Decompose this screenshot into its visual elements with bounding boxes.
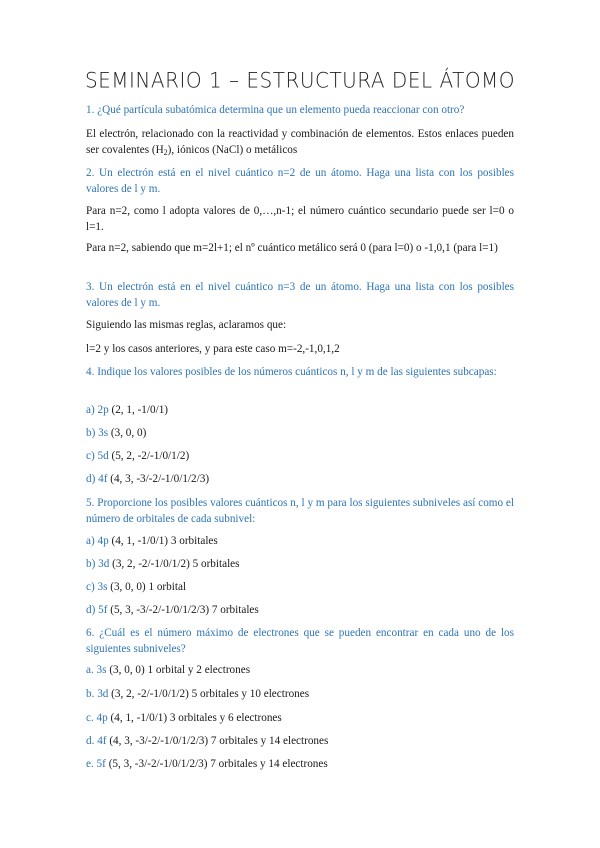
answer-1-subscript: 2 bbox=[163, 148, 168, 157]
question-2: 2. Un electrón está en el nivel cuántico n=2 de un átomo. Haga una lista con los posibles valores de l y m. bbox=[86, 167, 514, 195]
item-value: (4, 1, -1/0/1) 3 orbitales bbox=[108, 535, 218, 547]
item-value: (3, 2, -2/-1/0/1/2) 5 orbitales y 10 electrones bbox=[108, 688, 310, 700]
list-item bbox=[86, 471, 514, 487]
list-item bbox=[86, 402, 514, 418]
item-value: (4, 1, -1/0/1) 3 orbitales y 6 electrones bbox=[107, 712, 282, 724]
page-title: SEMINARIO 1 – ESTRUCTURA DEL ÁTOMO bbox=[84, 67, 516, 93]
answer-1-text-a: El electrón, relacionado con la reactividad y combinación de elementos. Estos enlaces pueden ser covalentes (H bbox=[86, 128, 514, 156]
item-label: d) 4f bbox=[86, 473, 108, 485]
list-item bbox=[86, 579, 514, 595]
list-item bbox=[86, 556, 514, 572]
list-item bbox=[86, 425, 514, 441]
item-label: d) 5f bbox=[86, 604, 108, 616]
item-label: a) 4p bbox=[86, 535, 109, 547]
answer-2a: Para n=2, como l adopta valores de 0,…,n-1; el número cuántico secundario puede ser l=0 o l=1. bbox=[86, 205, 514, 233]
item-value: (5, 3, -3/-2/-1/0/1/2/3) 7 orbitales bbox=[107, 604, 259, 616]
item-label: d. 4f bbox=[86, 735, 107, 747]
item-label: a. 3s bbox=[86, 664, 107, 676]
item-value: (5, 2, -2/-1/0/1/2) bbox=[108, 450, 190, 462]
answer-3a: Siguiendo las mismas reglas, aclaramos que: bbox=[86, 319, 287, 331]
item-value: (3, 0, 0) 1 orbital y 2 electrones bbox=[106, 664, 251, 676]
question-1: 1. ¿Qué partícula subatómica determina que un elemento pueda reaccionar con otro? bbox=[86, 104, 465, 116]
item-value: (3, 0, 0) bbox=[108, 427, 147, 439]
question-6: 6. ¿Cuál es el número máximo de electrones que se pueden encontrar en cada uno de los siguientes subniveles? bbox=[86, 627, 514, 655]
item-label: b) 3d bbox=[86, 558, 110, 570]
item-label: b. 3d bbox=[86, 688, 109, 700]
list-item bbox=[86, 448, 514, 464]
list-item bbox=[86, 710, 514, 726]
list-item bbox=[86, 662, 514, 678]
answer-2b: Para n=2, sabiendo que m=2l+1; el nº cuántico metálico será 0 (para l=0) o -1,0,1 (para l=1) bbox=[86, 242, 498, 254]
list-item bbox=[86, 533, 514, 549]
list-item bbox=[86, 602, 514, 618]
question-5: 5. Proporcione los posibles valores cuánticos n, l y m para los siguientes subniveles así como el número de orbitales de cada subnivel: bbox=[86, 497, 514, 525]
item-value: (5, 3, -3/-2/-1/0/1/2/3) 7 orbitales y 14 electrones bbox=[105, 758, 328, 770]
answer-1 bbox=[86, 126, 514, 158]
item-label: e. 5f bbox=[86, 758, 106, 770]
item-label: a) 2p bbox=[86, 404, 109, 416]
question-3: 3. Un electrón está en el nivel cuántico n=3 de un átomo. Haga una lista con los posibles valores de l y m. bbox=[86, 281, 514, 309]
item-value: (4, 3, -3/-2/-1/0/1/2/3) 7 orbitales y 14 electrones bbox=[106, 735, 329, 747]
list-item bbox=[86, 733, 514, 749]
item-value: (4, 3, -3/-2/-1/0/1/2/3) bbox=[107, 473, 210, 485]
question-4: 4. Indique los valores posibles de los números cuánticos n, l y m de las siguientes subcapas: bbox=[86, 366, 497, 378]
item-value: (3, 0, 0) 1 orbital bbox=[107, 581, 187, 593]
item-value: (3, 2, -2/-1/0/1/2) 5 orbitales bbox=[109, 558, 240, 570]
item-label: b) 3s bbox=[86, 427, 109, 439]
answer-3b: l=2 y los casos anteriores, y para este caso m=-2,-1,0,1,2 bbox=[86, 343, 340, 355]
list-item bbox=[86, 686, 514, 702]
item-value: (2, 1, -1/0/1) bbox=[108, 404, 169, 416]
item-label: c. 4p bbox=[86, 712, 108, 724]
answer-1-text-b: ), iónicos (NaCl) o metálicos bbox=[167, 144, 298, 156]
item-label: c) 3s bbox=[86, 581, 108, 593]
item-label: c) 5d bbox=[86, 450, 109, 462]
list-item bbox=[86, 756, 514, 772]
